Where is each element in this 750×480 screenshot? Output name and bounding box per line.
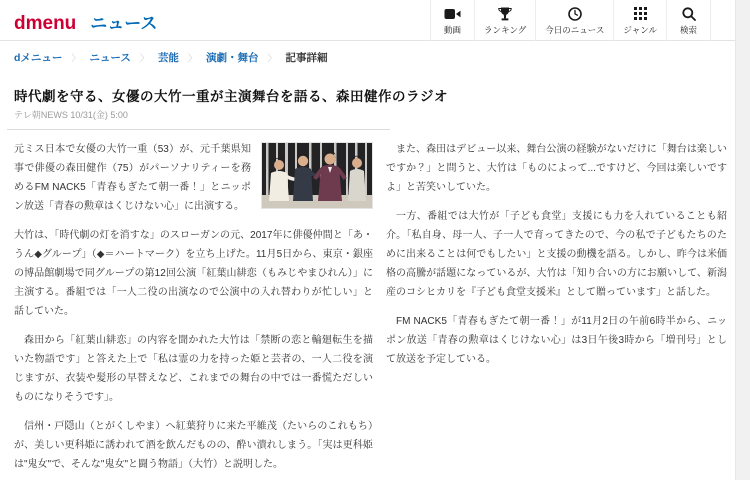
article-paragraph: 大竹は、「時代劇の灯を消すな」のスローガンの元、2017年に俳優仲間と「あ・うん◆グループ」（◆＝ハートマーク）を立ち上げた。11月5日から、東京・銀座の博品館劇場で同グループの第12回公演「紅葉山緋恋（もみじやまひれん）」に主演する。番組では「一人二役の出演なので公演中の入れ替わりが忙しい」と話していた。 [14,230,373,317]
chevron-right-icon: 〉 [267,53,277,63]
chevron-right-icon: 〉 [71,53,81,63]
breadcrumb-link-geinou[interactable]: 芸能 [157,52,179,64]
nav-item-video[interactable] [430,0,474,41]
article-paragraph: FM NACK5「青春もぎたて朝一番！」が11月2日の午前6時半から、ニッポン放送「青春の勲章はくじけない心」は3日午後3時から「増刊号」として放送を予定している。 [386,316,727,365]
nav-label: ジャンル [623,24,657,35]
video-icon [444,6,461,22]
dmenu-logo[interactable]: dmenu [14,13,77,34]
breadcrumb-link-news[interactable]: ニュース [89,52,131,64]
news-service-name[interactable]: ニュース [90,14,158,33]
article-paragraph: 一方、番組では大竹が「子ども食堂」支援にも力を入れていることも紹介。「私自身、母一人、子一人で育ってきたので、今の私で子どもたちのために出来ることは何でもしたい」と支援の動機を語る。しかし、昨今は米価格の高騰が話題になっているが、大竹は「知り合いの方にお願いして、新潟産のコシヒカリを『子ども食堂支援米』として贈っています」と話した。 [386,211,727,298]
article-column-left [14,140,373,480]
header-nav [430,0,711,41]
article-photo[interactable] [261,142,373,209]
article-column-right [386,140,727,379]
breadcrumb-current: 記事詳細 [285,52,328,64]
breadcrumb-link-dmenu[interactable]: dメニュー [14,52,63,64]
grid-icon [634,6,647,22]
chevron-right-icon: 〉 [187,53,197,63]
article-title: 時代劇を守る、女優の大竹一重が主演舞台を語る、森田健作のラジオ [14,89,448,104]
article-byline: テレ朝NEWS 10/31(金) 5:00 [14,110,128,120]
trophy-icon [498,6,512,22]
breadcrumb-link-engeki-butai[interactable]: 演劇・舞台 [205,52,259,64]
nav-item-today-news[interactable] [535,0,613,41]
divider [7,129,390,130]
nav-label: 今日のニュース [545,24,605,35]
nav-label: ランキング [484,24,527,35]
nav-item-ranking[interactable] [474,0,535,41]
article-paragraph: 元ミス日本で女優の大竹一重（53）が、元千葉県知事で俳優の森田健作（75）がパーソナリティーを務めるFM NACK5「青春もぎたて朝一番！」とニッポン放送「青春の勲章はくじけない心」に出演する。 [14,144,251,212]
nav-item-genre[interactable] [613,0,666,41]
breadcrumb [14,41,327,74]
nav-label: 動画 [444,24,462,35]
nav-item-search[interactable] [666,0,710,41]
nav-label: 検索 [679,24,697,35]
search-icon [682,6,696,22]
clock-icon [568,6,582,22]
page-right-gutter [735,0,750,480]
site-logo[interactable] [14,9,157,35]
article-paragraph: 森田から「紅葉山緋恋」の内容を聞かれた大竹は「禁断の恋と輪廻転生を描いた物語です」と答えた上で「私は霊の力を持った姫と芸者の、一人二役を演じますが、衣装や髪形の早替えなど、これまでの舞台の中では一番慌ただしいものになりそうです」。 [14,335,373,403]
chevron-right-icon: 〉 [139,53,149,63]
article-paragraph: また、森田はデビュー以来、舞台公演の経験がないだけに「舞台は楽しいですか？」と問うと、大竹は「ものによって...ですけど、今回は楽しいですよ」と苦笑いしていた。 [386,144,727,193]
site-header [0,0,735,41]
article-paragraph: 信州・戸隠山（とがくしやま）へ紅葉狩りに来た平維茂（たいらのこれもち）が、美しい更科姫に誘われて酒を飲んだものの、酔い潰れしまう。「実は更科姫は"鬼女"で、そんな"鬼女"と闘う物語」（大竹）と説明した。 [14,421,373,470]
